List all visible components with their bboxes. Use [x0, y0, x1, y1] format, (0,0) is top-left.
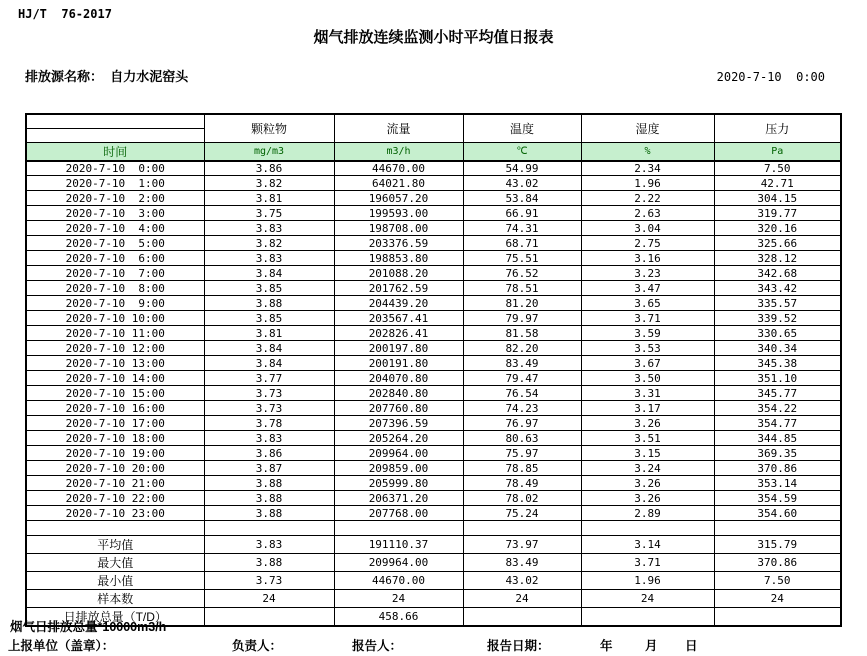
time-cell: 2020-7-10 14:00 [26, 371, 204, 386]
value-cell: 204439.20 [334, 296, 463, 311]
hour-row [26, 296, 841, 311]
summary-value: 3.88 [204, 554, 334, 572]
value-cell: 3.50 [581, 371, 714, 386]
summary-row [26, 536, 841, 554]
value-cell: 42.71 [714, 176, 841, 191]
reporter-label: 报告人： [352, 639, 403, 653]
value-cell: 354.22 [714, 401, 841, 416]
value-cell: 82.20 [463, 341, 581, 356]
value-cell: 43.02 [463, 176, 581, 191]
summary-value: 3.73 [204, 572, 334, 590]
value-cell: 76.97 [463, 416, 581, 431]
summary-value [463, 608, 581, 627]
summary-row [26, 590, 841, 608]
hour-row [26, 371, 841, 386]
value-cell: 66.91 [463, 206, 581, 221]
hour-row [26, 491, 841, 506]
summary-value: 24 [334, 590, 463, 608]
time-cell: 2020-7-10 0:00 [26, 161, 204, 176]
value-cell: 3.83 [204, 251, 334, 266]
summary-value: 83.49 [463, 554, 581, 572]
value-cell: 75.24 [463, 506, 581, 521]
report-datetime: 2020-7-10 0:00 [716, 70, 825, 84]
value-cell: 3.15 [581, 446, 714, 461]
value-cell: 3.26 [581, 491, 714, 506]
value-cell: 198853.80 [334, 251, 463, 266]
time-header: 时间 [26, 142, 204, 161]
value-cell: 3.73 [204, 386, 334, 401]
value-cell: 68.71 [463, 236, 581, 251]
value-cell: 370.86 [714, 461, 841, 476]
value-cell: 200191.80 [334, 356, 463, 371]
value-cell: 203376.59 [334, 236, 463, 251]
summary-value: 3.14 [581, 536, 714, 554]
value-cell: 3.75 [204, 206, 334, 221]
value-cell: 75.51 [463, 251, 581, 266]
value-cell: 3.85 [204, 311, 334, 326]
summary-row [26, 572, 841, 590]
value-cell: 207760.80 [334, 401, 463, 416]
value-cell: 3.73 [204, 401, 334, 416]
pollutant-header-row [26, 114, 841, 142]
column-header-temp: 温度 [463, 114, 581, 142]
summary-value: 191110.37 [334, 536, 463, 554]
value-cell: 3.53 [581, 341, 714, 356]
corner-divider [27, 115, 204, 129]
value-cell: 2.34 [581, 161, 714, 176]
value-cell: 1.96 [581, 176, 714, 191]
value-cell: 3.81 [204, 326, 334, 341]
column-header-humidity: 湿度 [581, 114, 714, 142]
empty-cell [581, 521, 714, 536]
time-cell: 2020-7-10 17:00 [26, 416, 204, 431]
value-cell: 81.58 [463, 326, 581, 341]
value-cell: 206371.20 [334, 491, 463, 506]
value-cell: 2.75 [581, 236, 714, 251]
hour-row [26, 341, 841, 356]
summary-label: 最小值 [26, 572, 204, 590]
summary-value: 43.02 [463, 572, 581, 590]
value-cell: 3.88 [204, 506, 334, 521]
value-cell: 320.16 [714, 221, 841, 236]
summary-value: 370.86 [714, 554, 841, 572]
hour-row [26, 431, 841, 446]
summary-label: 平均值 [26, 536, 204, 554]
column-header-pressure: 压力 [714, 114, 841, 142]
value-cell: 345.38 [714, 356, 841, 371]
value-cell: 209964.00 [334, 446, 463, 461]
value-cell: 81.20 [463, 296, 581, 311]
summary-value: 24 [581, 590, 714, 608]
unit-temp: ℃ [463, 142, 581, 161]
value-cell: 3.51 [581, 431, 714, 446]
value-cell: 75.97 [463, 446, 581, 461]
time-cell: 2020-7-10 4:00 [26, 221, 204, 236]
summary-value: 7.50 [714, 572, 841, 590]
summary-value [714, 608, 841, 627]
value-cell: 3.04 [581, 221, 714, 236]
value-cell: 343.42 [714, 281, 841, 296]
hour-row [26, 326, 841, 341]
hour-row [26, 161, 841, 176]
value-cell: 3.88 [204, 491, 334, 506]
time-cell: 2020-7-10 1:00 [26, 176, 204, 191]
value-cell: 78.49 [463, 476, 581, 491]
summary-value [581, 608, 714, 627]
spacer-row [26, 521, 841, 536]
value-cell: 342.68 [714, 266, 841, 281]
time-cell: 2020-7-10 3:00 [26, 206, 204, 221]
time-cell: 2020-7-10 23:00 [26, 506, 204, 521]
report-date-label: 报告日期： [487, 639, 550, 653]
units-header-row [26, 142, 841, 161]
time-cell: 2020-7-10 19:00 [26, 446, 204, 461]
value-cell: 74.31 [463, 221, 581, 236]
hour-row [26, 506, 841, 521]
value-cell: 3.84 [204, 266, 334, 281]
value-cell: 2.63 [581, 206, 714, 221]
value-cell: 3.84 [204, 356, 334, 371]
value-cell: 204070.80 [334, 371, 463, 386]
value-cell: 328.12 [714, 251, 841, 266]
summary-value [204, 608, 334, 627]
value-cell: 3.88 [204, 476, 334, 491]
time-cell: 2020-7-10 7:00 [26, 266, 204, 281]
total-emission-note: 烟气日排放总量*10000m3/h [10, 620, 167, 634]
summary-label: 最大值 [26, 554, 204, 572]
summary-row [26, 554, 841, 572]
value-cell: 3.81 [204, 191, 334, 206]
value-cell: 209859.00 [334, 461, 463, 476]
value-cell: 53.84 [463, 191, 581, 206]
value-cell: 3.82 [204, 176, 334, 191]
value-cell: 3.24 [581, 461, 714, 476]
time-cell: 2020-7-10 12:00 [26, 341, 204, 356]
summary-label: 样本数 [26, 590, 204, 608]
value-cell: 76.54 [463, 386, 581, 401]
value-cell: 202840.80 [334, 386, 463, 401]
header-corner-cell [26, 114, 204, 142]
value-cell: 330.65 [714, 326, 841, 341]
summary-label: 日排放总量（T/D） [26, 608, 204, 627]
empty-cell [463, 521, 581, 536]
hour-row [26, 236, 841, 251]
value-cell: 3.87 [204, 461, 334, 476]
value-cell: 7.50 [714, 161, 841, 176]
hour-row [26, 401, 841, 416]
value-cell: 335.57 [714, 296, 841, 311]
source-row [25, 66, 825, 85]
year-label: 年 [600, 639, 613, 653]
value-cell: 202826.41 [334, 326, 463, 341]
summary-value: 1.96 [581, 572, 714, 590]
hour-row [26, 446, 841, 461]
hour-row [26, 176, 841, 191]
value-cell: 80.63 [463, 431, 581, 446]
value-cell: 353.14 [714, 476, 841, 491]
empty-cell [26, 521, 204, 536]
time-cell: 2020-7-10 21:00 [26, 476, 204, 491]
unit-pressure: Pa [714, 142, 841, 161]
summary-value: 3.71 [581, 554, 714, 572]
value-cell: 351.10 [714, 371, 841, 386]
value-cell: 54.99 [463, 161, 581, 176]
value-cell: 200197.80 [334, 341, 463, 356]
value-cell: 3.31 [581, 386, 714, 401]
value-cell: 76.52 [463, 266, 581, 281]
empty-cell [334, 521, 463, 536]
empty-cell [714, 521, 841, 536]
time-cell: 2020-7-10 10:00 [26, 311, 204, 326]
column-header-pm: 颗粒物 [204, 114, 334, 142]
value-cell: 198708.00 [334, 221, 463, 236]
value-cell: 196057.20 [334, 191, 463, 206]
value-cell: 3.65 [581, 296, 714, 311]
summary-value: 315.79 [714, 536, 841, 554]
time-cell: 2020-7-10 13:00 [26, 356, 204, 371]
hour-row [26, 191, 841, 206]
value-cell: 3.23 [581, 266, 714, 281]
summary-value: 3.83 [204, 536, 334, 554]
unit-flow: m3/h [334, 142, 463, 161]
value-cell: 3.78 [204, 416, 334, 431]
value-cell: 3.85 [204, 281, 334, 296]
value-cell: 354.59 [714, 491, 841, 506]
time-cell: 2020-7-10 16:00 [26, 401, 204, 416]
value-cell: 325.66 [714, 236, 841, 251]
value-cell: 3.47 [581, 281, 714, 296]
time-cell: 2020-7-10 6:00 [26, 251, 204, 266]
value-cell: 369.35 [714, 446, 841, 461]
time-cell: 2020-7-10 20:00 [26, 461, 204, 476]
time-cell: 2020-7-10 22:00 [26, 491, 204, 506]
value-cell: 3.77 [204, 371, 334, 386]
value-cell: 83.49 [463, 356, 581, 371]
hour-row [26, 251, 841, 266]
month-label: 月 [645, 639, 658, 653]
value-cell: 354.77 [714, 416, 841, 431]
value-cell: 64021.80 [334, 176, 463, 191]
hour-row [26, 311, 841, 326]
value-cell: 319.77 [714, 206, 841, 221]
summary-value: 73.97 [463, 536, 581, 554]
unit-pm: mg/m3 [204, 142, 334, 161]
responsible-person-label: 负责人： [232, 639, 283, 653]
hour-row [26, 356, 841, 371]
value-cell: 205264.20 [334, 431, 463, 446]
value-cell: 44670.00 [334, 161, 463, 176]
summary-value: 24 [714, 590, 841, 608]
value-cell: 2.22 [581, 191, 714, 206]
value-cell: 3.86 [204, 161, 334, 176]
summary-value: 458.66 [334, 608, 463, 627]
value-cell: 74.23 [463, 401, 581, 416]
time-cell: 2020-7-10 18:00 [26, 431, 204, 446]
value-cell: 3.26 [581, 476, 714, 491]
hour-row [26, 461, 841, 476]
value-cell: 199593.00 [334, 206, 463, 221]
time-cell: 2020-7-10 5:00 [26, 236, 204, 251]
emission-source-name: 排放源名称： 自力水泥窑头 [25, 69, 189, 84]
time-cell: 2020-7-10 9:00 [26, 296, 204, 311]
value-cell: 78.85 [463, 461, 581, 476]
time-cell: 2020-7-10 8:00 [26, 281, 204, 296]
hour-row [26, 281, 841, 296]
unit-humidity: % [581, 142, 714, 161]
value-cell: 344.85 [714, 431, 841, 446]
summary-value: 44670.00 [334, 572, 463, 590]
value-cell: 205999.80 [334, 476, 463, 491]
value-cell: 3.83 [204, 431, 334, 446]
value-cell: 3.26 [581, 416, 714, 431]
time-cell: 2020-7-10 11:00 [26, 326, 204, 341]
summary-value: 24 [204, 590, 334, 608]
value-cell: 79.97 [463, 311, 581, 326]
empty-cell [204, 521, 334, 536]
value-cell: 79.47 [463, 371, 581, 386]
column-header-flow: 流量 [334, 114, 463, 142]
time-cell: 2020-7-10 15:00 [26, 386, 204, 401]
value-cell: 3.86 [204, 446, 334, 461]
time-cell: 2020-7-10 2:00 [26, 191, 204, 206]
value-cell: 340.34 [714, 341, 841, 356]
monitoring-table [25, 113, 842, 627]
value-cell: 354.60 [714, 506, 841, 521]
hour-row [26, 221, 841, 236]
hour-row [26, 476, 841, 491]
value-cell: 3.83 [204, 221, 334, 236]
value-cell: 201088.20 [334, 266, 463, 281]
value-cell: 2.89 [581, 506, 714, 521]
page-title: 烟气排放连续监测小时平均值日报表 [313, 29, 554, 46]
summary-value: 24 [463, 590, 581, 608]
value-cell: 3.88 [204, 296, 334, 311]
value-cell: 3.67 [581, 356, 714, 371]
day-label: 日 [685, 639, 698, 653]
value-cell: 3.59 [581, 326, 714, 341]
hour-row [26, 386, 841, 401]
hour-row [26, 206, 841, 221]
signature-row [8, 636, 867, 652]
value-cell: 339.52 [714, 311, 841, 326]
hour-row [26, 266, 841, 281]
value-cell: 203567.41 [334, 311, 463, 326]
value-cell: 3.82 [204, 236, 334, 251]
value-cell: 78.02 [463, 491, 581, 506]
value-cell: 201762.59 [334, 281, 463, 296]
standard-code: HJ/T 76-2017 [18, 7, 112, 21]
value-cell: 78.51 [463, 281, 581, 296]
value-cell: 3.17 [581, 401, 714, 416]
hour-row [26, 416, 841, 431]
value-cell: 3.71 [581, 311, 714, 326]
value-cell: 3.84 [204, 341, 334, 356]
value-cell: 304.15 [714, 191, 841, 206]
value-cell: 3.16 [581, 251, 714, 266]
value-cell: 207768.00 [334, 506, 463, 521]
value-cell: 207396.59 [334, 416, 463, 431]
report-unit-label: 上报单位（盖章）： [8, 639, 115, 653]
summary-value: 209964.00 [334, 554, 463, 572]
value-cell: 345.77 [714, 386, 841, 401]
